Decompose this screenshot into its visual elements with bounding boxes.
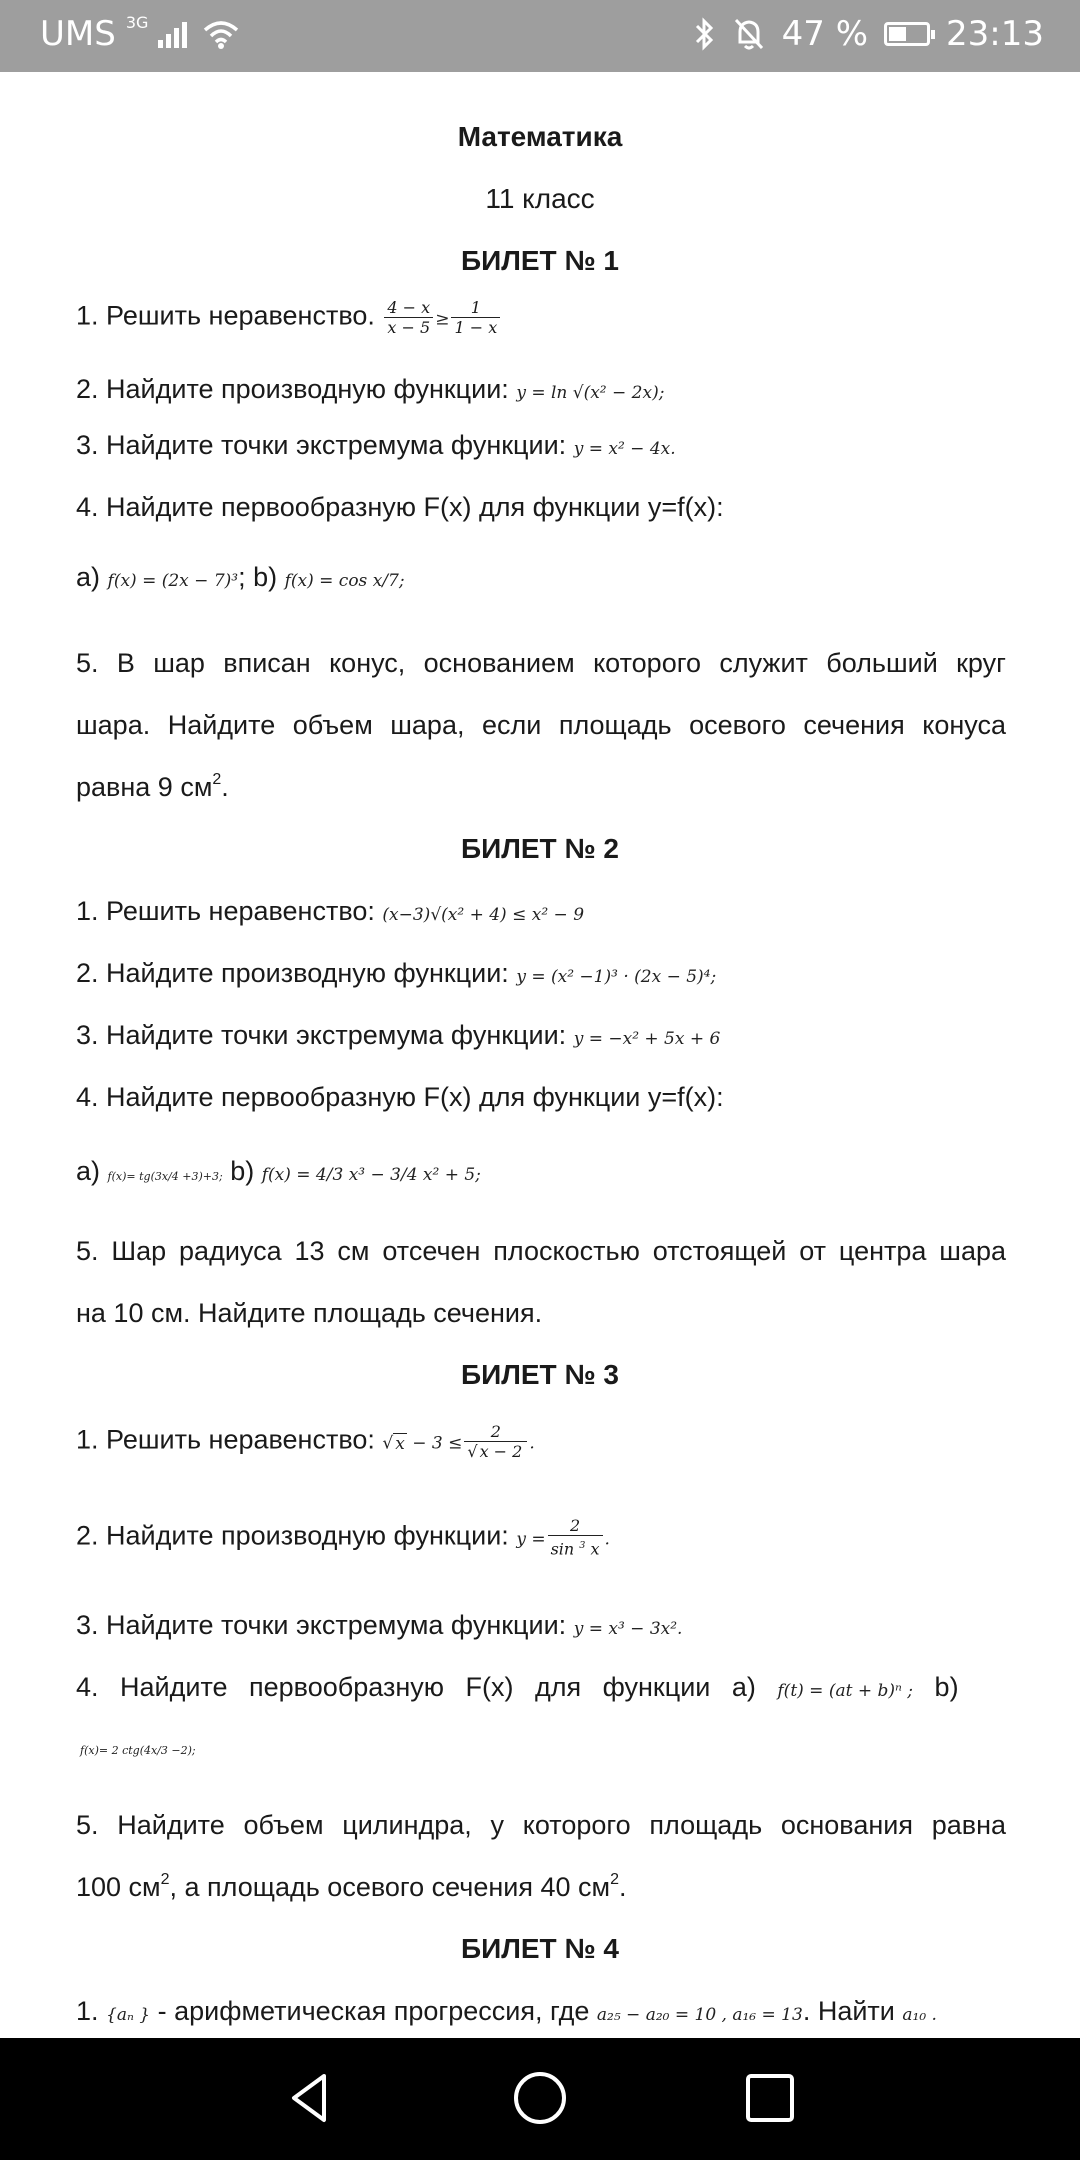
t1-question-5-line-3: равна 9 $см^2$.	[76, 771, 229, 802]
t3-question-2: 2. Найдите производную функции: y = $\frac{2}{\sin ^3 x}$ .	[76, 1516, 610, 1559]
ticket-3-title: БИЛЕТ № 3	[460, 1359, 620, 1390]
battery-percent: 47 %	[781, 14, 869, 54]
t3-question-4-line-2: f(x)= 2 ctg(4x/3 −2);	[80, 1744, 196, 1757]
battery-icon	[884, 22, 930, 46]
bluetooth-icon	[694, 16, 716, 52]
t2-question-4: 4. Найдите первообразную F(x) для функции y=f(x):	[76, 1082, 724, 1112]
t2-question-5-line-2: на 10 см. Найдите площадь сечения.	[76, 1298, 543, 1328]
home-icon[interactable]	[510, 2068, 570, 2128]
ticket-2-title: БИЛЕТ № 2	[460, 833, 620, 864]
wifi-icon	[201, 18, 241, 50]
carrier-name: UMS	[40, 14, 116, 54]
document-view[interactable]	[0, 72, 1080, 2038]
t2-question-3: 3. Найдите точки экстремума функции: y = −x² + 5x + 6	[76, 1020, 721, 1050]
back-icon[interactable]	[280, 2068, 340, 2128]
t3-question-3: 3. Найдите точки экстремума функции: y = x³ − 3x².	[76, 1610, 683, 1640]
t1-q1-formula: $\frac{4 - x}{x - 5}$	[384, 298, 433, 337]
status-bar	[0, 0, 1080, 72]
ticket-4-title: БИЛЕТ № 4	[460, 1933, 620, 1964]
t1-question-4: 4. Найдите первообразную F(x) для функции y=f(x):	[76, 492, 724, 522]
signal-icon	[158, 20, 187, 48]
ticket-1-title: БИЛЕТ № 1	[460, 245, 620, 276]
t3-q2-formula: y =	[516, 1529, 546, 1550]
t3-question-5-line-2: 100 $см^2$, а площадь осевого сечения 40 $см^2$.	[76, 1871, 627, 1902]
t2-question-1: 1. Решить неравенство: (x−3)√(x² + 4) ≤ x² − 9	[76, 896, 585, 926]
navigation-bar	[0, 2038, 1080, 2160]
t3-question-4-line-1: 4. Найдите первообразную F(x) для функции а) f(t) = (at + b)ⁿ ; b)	[76, 1672, 959, 1702]
network-type: 3G	[125, 12, 149, 32]
grade-title: 11 класс	[485, 183, 595, 214]
t3-question-5-line-1: 5. Найдите объем цилиндра, у которого площадь основания равна	[76, 1810, 1006, 1840]
t2-question-4-options: а) f(x)= tg(3x/4 +3)+3; b) f(x) = 4/3 x³ − 3/4 x² + 5;	[76, 1156, 481, 1186]
t1-question-2: 2. Найдите производную функции: y = ln √(x² − 2x);	[76, 374, 665, 404]
subject-title: Математика	[457, 121, 623, 152]
clock: 23:13	[946, 14, 1044, 54]
t1-question-3: 3. Найдите точки экстремума функции: y = x² − 4x.	[76, 430, 676, 460]
t2-question-2: 2. Найдите производную функции: y = (x² −1)³ · (2x − 5)⁴;	[76, 958, 717, 988]
t1-question-4-options: а) f(x) = (2x − 7)³; b) f(x) = cos x/7;	[76, 562, 405, 592]
t1-question-5-line-1: 5. В шар вписан конус, основанием которого служит больший круг	[76, 648, 1006, 678]
t1-question-1: 1. Решить неравенство. $\frac{4 - x}{x - 5}$ ≥ $\frac{1}{1 - x}$	[76, 298, 1006, 348]
recents-icon[interactable]	[740, 2068, 800, 2128]
t3-question-1: 1. Решить неравенство: √ x − 3 ≤ $\frac{2}{√ x - 2}$ .	[76, 1422, 535, 1461]
t4-question-1: 1. {aₙ } - арифметическая прогрессия, где a₂₅ − a₂₀ = 10 , a₁₆ = 13. Найти a₁₀ .	[76, 1996, 937, 2026]
t1-question-5-line-2: шара. Найдите объем шара, если площадь осевого сечения конуса	[76, 710, 1006, 740]
t2-question-5-line-1: 5. Шар радиуса 13 см отсечен плоскостью отстоящей от центра шара	[76, 1236, 1006, 1266]
mute-icon	[732, 16, 766, 52]
t3-q1-formula: √ x − 3 ≤	[382, 1433, 463, 1454]
